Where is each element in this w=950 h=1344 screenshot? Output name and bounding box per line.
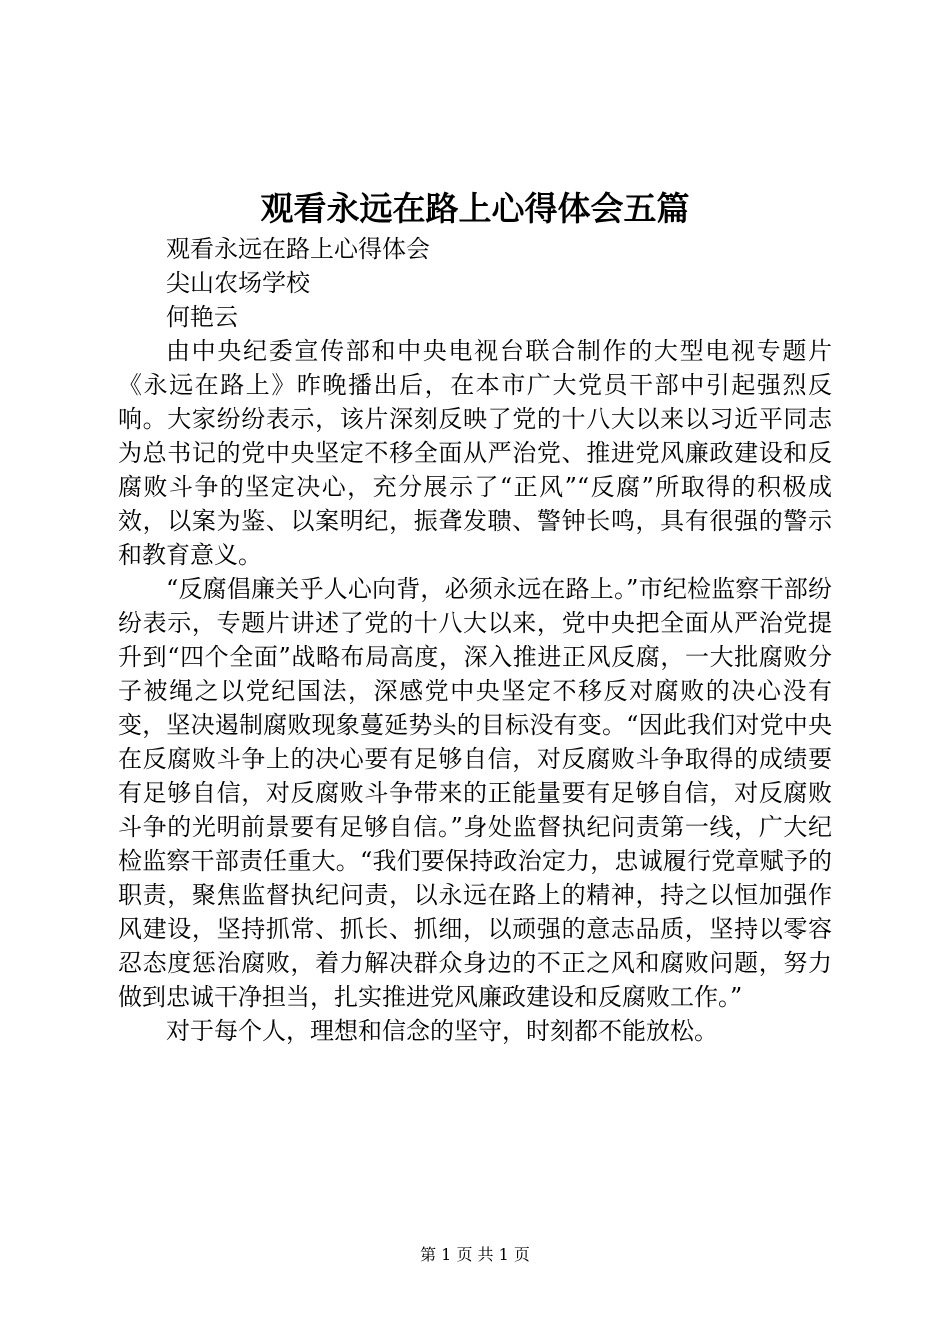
author-school-line: 尖山农场学校: [166, 269, 310, 297]
document-title: 观看永远在路上心得体会五篇: [260, 189, 690, 228]
body-paragraph: “反腐倡廉关乎人心向背，必须永远在路上。”市纪检监察干部纷纷表示，专题片讲述了党的十八大以来，党中央把全面从严治党提升到“四个全面”战略布局高度，深入推进正风反腐，一大批腐败分子被绳之以党纪国法，深感党中央坚定不移反对腐败的决心没有变，坚决遏制腐败现象蔓延势头的目标没有变。“因此我们对党中央在反腐败斗争上的决心要有足够自信，对反腐败斗争取得的成绩要有足够自信，对反腐败斗争带来的正能量要有足够自信，对反腐败斗争的光明前景要有足够自信。”身处监督执纪问责第一线，广大纪检监察干部责任重大。“我们要保持政治定力，忠诚履行党章赋予的职责，聚焦监督执纪问责，以永远在路上的精神，持之以恒加强作风建设，坚持抓常、抓长、抓细，以顽强的意志品质，坚持以零容忍态度惩治腐败，着力解决群众身边的不正之风和腐败问题，努力做到忠诚干净担当，扎实推进党风廉政建设和反腐败工作。”: [118, 575, 832, 1011]
page-footer: 第 1 页 共 1 页: [420, 1245, 530, 1264]
document-body: [118, 232, 832, 1048]
body-paragraph: 对于每个人，理想和信念的坚守，时刻都不能放松。: [166, 1017, 718, 1045]
body-paragraph: 由中央纪委宣传部和中央电视台联合制作的大型电视专题片《永远在路上》昨晚播出后，在本市广大党员干部中引起强烈反响。大家纷纷表示，该片深刻反映了党的十八大以来以习近平同志为总书记的党中央坚定不移全面从严治党、推进党风廉政建设和反腐败斗争的坚定决心，充分展示了“正风”“反腐”所取得的积极成效，以案为鉴、以案明纪，振聋发聩、警钟长鸣，具有很强的警示和教育意义。: [118, 337, 832, 569]
author-name-line: 何艳云: [166, 303, 238, 331]
subtitle-line: 观看永远在路上心得体会: [166, 235, 430, 263]
